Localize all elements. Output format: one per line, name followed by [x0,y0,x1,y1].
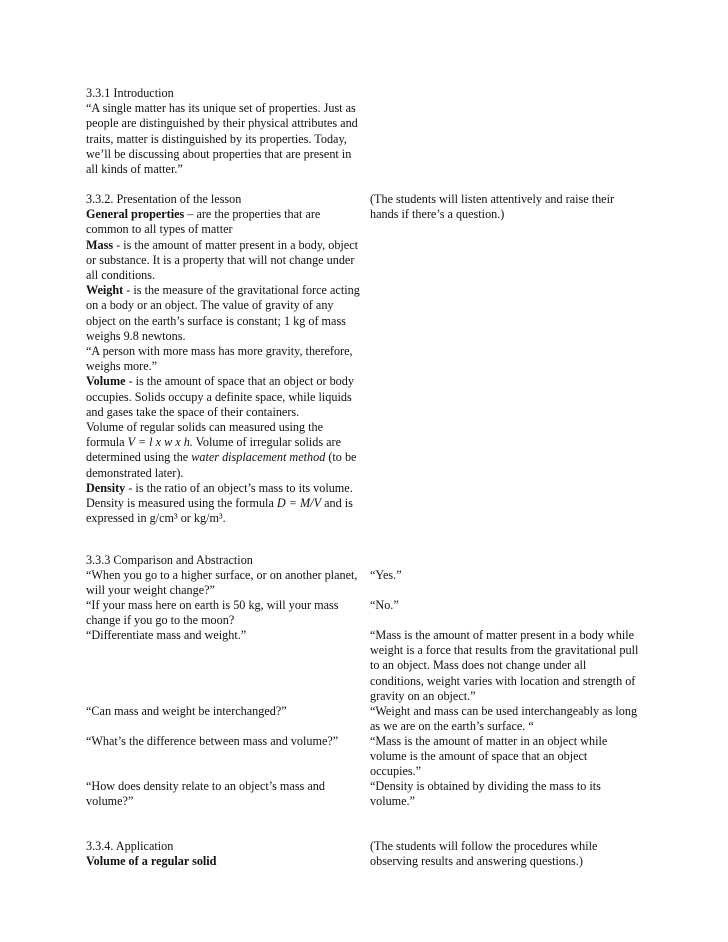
volume-definition [86,374,361,420]
weight-term: Weight [86,283,124,298]
volume-regular-solid-title: Volume of a regular solid [86,854,217,869]
weight-definition [86,283,361,344]
intro-text: “A single matter has its unique set of properties. Just as people are distinguished by their physical attributes and traits, matter is distinguished by its properties. Today, we’ll be discussing about properties that are present in all kinds of matter.” [86,101,358,177]
comparison-question: “What’s the difference between mass and volume?” [86,734,339,748]
density-definition [86,481,361,527]
density-term: Density [86,480,126,495]
intro-section [86,86,361,177]
mass-def: - is the amount of matter present in a body, object or substance. It is a property that will not change under all conditions. [86,237,359,283]
volume-formula-text [86,420,361,481]
comparison-answer: “Mass is the amount of matter in an object while volume is the amount of space that an object occupies.” [370,734,608,779]
comparison-answer: “Yes.” [370,568,402,582]
volume-text-2: Volume of irregular solids are determined using the [86,435,341,465]
application-section [86,839,361,869]
application-student-note: (The students will follow the procedures while observing results and answering questions.) [370,839,598,869]
general-properties [86,207,361,237]
presentation-section [86,192,361,526]
comparison-answer: “No.” [370,598,399,612]
volume-text-3: (to be demonstrated later). [86,450,357,480]
volume-def: - is the amount of space that an object or body occupies. Solids occupy a definite space, while liquids and gases take the space of their containers. [86,374,354,419]
water-displacement-method: water displacement method [191,450,326,465]
application-heading: 3.3.4. Application [86,839,174,853]
comparison-heading: 3.3.3 Comparison and Abstraction [86,553,253,567]
comparison-answer: “Mass is the amount of matter present in a body while weight is a force that results from the gravitational pull to an object. Mass does not change under all conditions, weight varies with location and strength of gravity on an object.” [370,628,639,703]
mass-definition [86,238,361,284]
comparison-question: “Differentiate mass and weight.” [86,628,247,642]
application-subheading [86,854,361,869]
comparison-question: “When you go to a higher surface, or on another planet, will your weight change?” [86,568,358,598]
volume-term: Volume [86,374,126,389]
volume-text-1: Volume of regular solids can measured using the formula [86,420,324,450]
density-formula: D = M/V [276,496,322,511]
comparison-question: “How does density relate to an object’s mass and volume?” [86,779,325,809]
presentation-student-note: (The students will listen attentively and raise their hands if there’s a question.) [370,192,615,222]
presentation-heading: 3.3.2. Presentation of the lesson [86,192,242,206]
comparison-question: “Can mass and weight be interchanged?” [86,704,287,718]
comparison-answer: “Density is obtained by dividing the mass to its volume.” [370,779,601,809]
density-def: - is the ratio of an object’s mass to its volume. Density is measured using the formula [86,480,353,511]
comparison-question: “If your mass here on earth is 50 kg, will your mass change if you go to the moon? [86,598,339,628]
density-units: and is expressed in g/cm³ or kg/m³. [86,496,353,526]
weight-def: - is the measure of the gravitational force acting on a body or an object. The value of gravity of any object on the earth’s surface is constant; 1 kg of mass weighs 9.8 newtons. [86,283,360,343]
general-properties-def: – are the properties that are common to all types of matter [86,207,321,237]
intro-heading: 3.3.1 Introduction [86,86,174,100]
weight-quote: “A person with more mass has more gravity, therefore, weighs more.” [86,344,353,374]
comparison-answer: “Weight and mass can be used interchangeably as long as we are on the earth’s surface. “ [370,704,638,734]
mass-term: Mass [86,237,114,252]
volume-formula: V = l x w x h. [127,435,193,450]
general-properties-term: General properties [86,207,185,222]
